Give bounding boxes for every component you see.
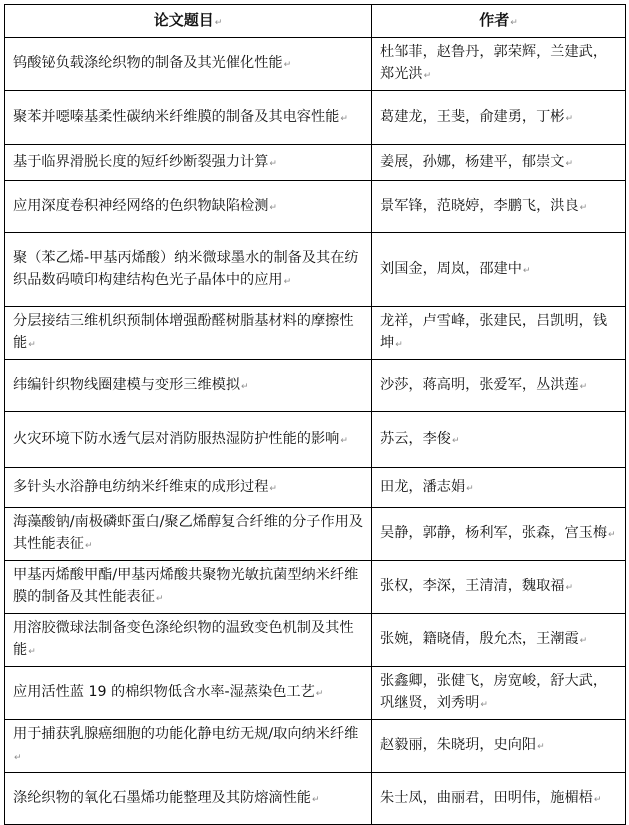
header-title: [5, 5, 372, 38]
paragraph-mark-icon: ↵: [14, 753, 22, 763]
paragraph-mark-icon: ↵: [423, 71, 432, 81]
table-row: [5, 614, 626, 667]
paragraph-mark-icon: ↵: [84, 541, 93, 551]
paragraph-mark-icon: ↵: [565, 158, 573, 169]
paper-authors: 朱士凤，曲丽君，田明伟，施楣梧: [380, 789, 593, 806]
paper-title-cell: [5, 412, 372, 468]
paper-authors-cell: [372, 468, 626, 508]
paper-title-cell: [5, 720, 372, 773]
paragraph-mark-icon: ↵: [466, 483, 474, 494]
paragraph-mark-icon: ↵: [579, 381, 588, 392]
paragraph-mark-icon: ↵: [565, 583, 573, 593]
paper-authors-cell: [372, 360, 626, 412]
paper-title-cell: [5, 307, 372, 360]
table-row: [5, 360, 626, 412]
header-authors-text: 作者: [479, 10, 510, 29]
paper-title-cell: [5, 145, 372, 181]
table-row: [5, 307, 626, 360]
paper-title: 聚苯并噁嗪基柔性碳纳米纤维膜的制备及其电容性能: [13, 108, 340, 125]
paper-authors: 田龙，潘志娟: [380, 478, 466, 495]
paper-authors-cell: [372, 412, 626, 468]
paper-title: 火灾环境下防水透气层对消防服热湿防护性能的影响: [13, 430, 340, 447]
paragraph-mark-icon: ↵: [608, 530, 616, 540]
header-authors: [372, 5, 626, 38]
paper-authors-cell: [372, 91, 626, 145]
paper-table: [4, 4, 626, 825]
paper-authors: 张权，李深，王清清，魏取福: [380, 578, 565, 594]
table-row: [5, 181, 626, 233]
paper-authors-cell: [372, 720, 626, 773]
paper-title-cell: [5, 667, 372, 720]
paper-authors: 景军锋，范晓婷，李鹏飞，洪良: [380, 197, 579, 214]
paragraph-mark-icon: ↵: [269, 158, 277, 169]
paper-title-cell: [5, 508, 372, 561]
paper-title-cell: [5, 233, 372, 307]
paragraph-mark-icon: ↵: [340, 113, 348, 124]
paper-authors-cell: [372, 508, 626, 561]
paragraph-mark-icon: ↵: [241, 381, 249, 392]
paper-authors-cell: [372, 561, 626, 614]
paper-authors-cell: [372, 233, 626, 307]
paper-title-cell: [5, 181, 372, 233]
table-row: [5, 508, 626, 561]
paragraph-mark-icon: ↵: [283, 276, 292, 287]
header-row: [5, 5, 626, 38]
table-row: [5, 412, 626, 468]
table-row: [5, 38, 626, 91]
paragraph-mark-icon: ↵: [451, 435, 460, 446]
paper-title: 聚（苯乙烯-甲基丙烯酸）纳米微球墨水的制备及其在纺织品数码喷印构建结构色光子晶体中的应用: [13, 249, 359, 288]
paper-title: 多针头水浴静电纺纳米纤维束的成形过程: [13, 478, 269, 495]
paper-title-cell: [5, 360, 372, 412]
paragraph-mark-icon: ↵: [283, 60, 292, 70]
paper-title: 涤纶织物的氧化石墨烯功能整理及其防熔滴性能: [13, 789, 311, 806]
paragraph-mark-icon: ↵: [311, 794, 320, 805]
paragraph-mark-icon: ↵: [269, 483, 277, 494]
paragraph-mark-icon: ↵: [269, 202, 277, 213]
paper-authors-cell: [372, 773, 626, 825]
paragraph-mark-icon: ↵: [214, 17, 223, 28]
paragraph-mark-icon: ↵: [579, 636, 588, 646]
paper-authors: 龙祥，卢雪峰，张建民，吕凯明，钱坤: [380, 313, 608, 351]
paragraph-mark-icon: ↵: [565, 113, 573, 124]
paper-title: 应用活性蓝 19 的棉织物低含水率-湿蒸染色工艺: [13, 684, 315, 700]
table-row: [5, 91, 626, 145]
paragraph-mark-icon: ↵: [395, 340, 403, 350]
paragraph-mark-icon: ↵: [315, 689, 324, 699]
paragraph-mark-icon: ↵: [510, 17, 518, 28]
paper-authors: 赵毅丽，朱晓玥，史向阳: [380, 737, 537, 753]
paper-title: 基于临界滑脱长度的短纤纱断裂强力计算: [13, 153, 269, 170]
paper-title-cell: [5, 561, 372, 614]
paper-authors: 杜邹菲，赵鲁丹，郭荣辉，兰建武，郑光洪: [380, 44, 608, 82]
paper-title-cell: [5, 38, 372, 91]
table-row: [5, 561, 626, 614]
paper-title-cell: [5, 614, 372, 667]
paragraph-mark-icon: ↵: [537, 742, 545, 752]
paragraph-mark-icon: ↵: [593, 794, 602, 805]
paragraph-mark-icon: ↵: [522, 265, 531, 276]
paper-authors: 葛建龙，王斐，俞建勇，丁彬: [380, 108, 565, 125]
paragraph-mark-icon: ↵: [340, 435, 348, 446]
table-row: [5, 233, 626, 307]
header-title-text: 论文题目: [153, 10, 214, 29]
paragraph-mark-icon: ↵: [579, 202, 588, 213]
paper-title-cell: [5, 773, 372, 825]
paper-authors-cell: [372, 181, 626, 233]
paper-authors: 苏云，李俊: [380, 430, 451, 447]
paper-authors: 张婉，籍晓倩，殷允杰，王潮霞: [380, 631, 579, 647]
paper-authors: 沙莎，蒋高明，张爱军，丛洪莲: [380, 376, 579, 393]
paper-authors-cell: [372, 667, 626, 720]
paper-authors-cell: [372, 614, 626, 667]
paragraph-mark-icon: ↵: [28, 340, 36, 350]
table-row: [5, 145, 626, 181]
paper-title: 应用深度卷积神经网络的色织物缺陷检测: [13, 197, 269, 214]
table-row: [5, 667, 626, 720]
table-row: [5, 720, 626, 773]
paper-title: 甲基丙烯酸甲酯/甲基丙烯酸共聚物光敏抗菌型纳米纤维膜的制备及其性能表征: [13, 567, 359, 605]
paper-authors-cell: [372, 307, 626, 360]
paper-title: 纬编针织物线圈建模与变形三维模拟: [13, 376, 241, 393]
table-row: [5, 468, 626, 508]
paper-title: 海藻酸钠/南极磷虾蛋白/聚乙烯醇复合纤维的分子作用及其性能表征: [13, 514, 364, 552]
paper-authors-cell: [372, 38, 626, 91]
paper-title-cell: [5, 91, 372, 145]
paper-title: 用溶胶微球法制备变色涤纶织物的温致变色机制及其性能: [13, 620, 354, 658]
paper-title: 用于捕获乳腺癌细胞的功能化静电纺无规/取向纳米纤维: [13, 726, 359, 742]
paper-title: 钨酸铋负载涤纶织物的制备及其光催化性能: [13, 55, 283, 71]
paragraph-mark-icon: ↵: [480, 700, 488, 710]
paper-authors: 刘国金，周岚，邵建中: [380, 260, 522, 277]
paper-title: 分层接结三维机织预制体增强酚醛树脂基材料的摩擦性能: [13, 313, 354, 351]
paragraph-mark-icon: ↵: [28, 647, 36, 657]
table-row: [5, 773, 626, 825]
paper-authors-cell: [372, 145, 626, 181]
paragraph-mark-icon: ↵: [155, 594, 164, 604]
paper-authors: 吴静，郭静，杨利军，张森，宫玉梅: [380, 525, 608, 541]
paper-title-cell: [5, 468, 372, 508]
paper-authors: 张鑫卿，张健飞，房宽峻，舒大武，巩继贤，刘秀明: [380, 673, 608, 711]
paper-authors: 姜展，孙娜，杨建平，郁崇文: [380, 153, 565, 170]
